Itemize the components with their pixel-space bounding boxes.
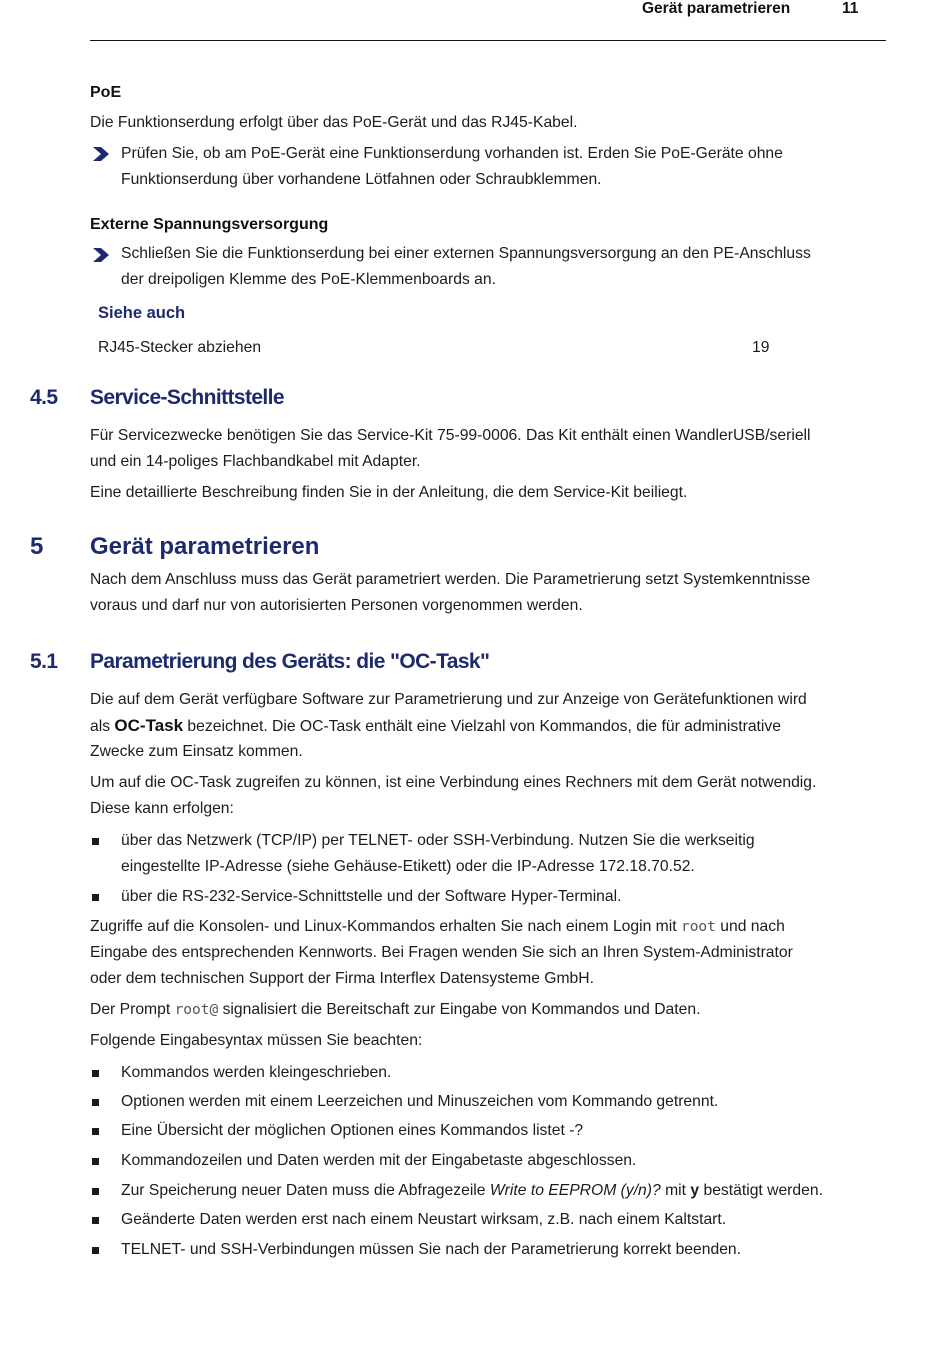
octask-p3-line-1: Zugriffe auf die Konsolen- und Linux-Kommandos erhalten Sie nach einem Login mit root und nach (90, 918, 785, 935)
see-also-link[interactable]: RJ45-Stecker abziehen (98, 339, 262, 356)
list-item: Zur Speicherung neuer Daten muss die Abfragezeile Write to EEPROM (y/n)? mit y bestätigt werden. (121, 1182, 823, 1199)
list-item: über die RS-232-Service-Schnittstelle und der Software Hyper-Terminal. (121, 888, 622, 905)
bullet-icon (92, 838, 99, 845)
octask-p1-line-3: Zwecke zum Einsatz kommen. (90, 743, 303, 760)
prompt-code: root@ (174, 1002, 219, 1018)
bullet-icon (92, 1099, 99, 1106)
list-item-continuation: eingestellte IP-Adresse (siehe Gehäuse-Etikett) oder die IP-Adresse 172.18.70.52. (121, 858, 695, 875)
octask-p2-line-2: Diese kann erfolgen: (90, 800, 234, 817)
external-power-heading: Externe Spannungsversorgung (90, 216, 329, 233)
see-also-label: Siehe auch (98, 304, 186, 322)
octask-p5: Folgende Eingabesyntax müssen Sie beachten: (90, 1032, 423, 1049)
octask-term: OC-Task (114, 716, 184, 735)
octask-p3-line-2: Eingabe des entsprechenden Kennworts. Bei Fragen wenden Sie sich an Ihren System-Administrator (90, 944, 793, 961)
list-item: über das Netzwerk (TCP/IP) per TELNET- oder SSH-Verbindung. Nutzen Sie die werkseitig (121, 832, 755, 849)
chapter-number: 5 (30, 533, 44, 560)
list-item: Kommandozeilen und Daten werden mit der Eingabetaste abgeschlossen. (121, 1152, 637, 1169)
octask-p1-line-2: als OC-Task bezeichnet. Die OC-Task enthält eine Vielzahl von Kommandos, die für administrative (90, 716, 781, 735)
running-header-title: Gerät parametrieren (642, 0, 791, 17)
octask-p4: Der Prompt root@ signalisiert die Bereitschaft zur Eingabe von Kommandos und Daten. (90, 1001, 701, 1018)
section-title: Service-Schnittstelle (90, 386, 284, 409)
service-text-line-1: Für Servicezwecke benötigen Sie das Service-Kit 75-99-0006. Das Kit enthält einen WandlerUSB/seriell (90, 427, 811, 444)
external-step-line-2: der dreipoligen Klemme des PoE-Klemmenboards an. (121, 271, 496, 288)
prompt-line-text: Write to EEPROM (y/n)? (489, 1182, 661, 1199)
poe-step-line-1: Prüfen Sie, ob am PoE-Gerät eine Funktionserdung vorhanden ist. Erden Sie PoE-Geräte ohne (121, 145, 783, 162)
list-item: Geänderte Daten werden erst nach einem Neustart wirksam, z.B. nach einem Kaltstart. (121, 1211, 727, 1228)
poe-step-line-2: Funktionserdung über vorhandene Lötfahnen oder Schraubklemmen. (121, 171, 602, 188)
list-item: TELNET- und SSH-Verbindungen müssen Sie nach der Parametrierung korrekt beenden. (121, 1241, 741, 1258)
bullet-icon (92, 1070, 99, 1077)
bullet-icon (92, 1188, 99, 1195)
header-divider (90, 40, 886, 41)
bullet-icon (92, 1247, 99, 1254)
chapter-text-line-2: voraus und darf nur von autorisierten Personen vorgenommen werden. (90, 597, 583, 614)
confirm-key: y (690, 1182, 700, 1199)
octask-p3-line-3: oder dem technischen Support der Firma Interflex Datensysteme GmbH. (90, 970, 594, 987)
bullet-icon (92, 1217, 99, 1224)
list-item: Optionen werden mit einem Leerzeichen und Minuszeichen vom Kommando getrennt. (121, 1093, 719, 1110)
octask-p2-line-1: Um auf die OC-Task zugreifen zu können, ist eine Verbindung eines Rechners mit dem Gerät notwendig. (90, 774, 817, 791)
octask-p1-line-1: Die auf dem Gerät verfügbare Software zur Parametrierung und zur Anzeige von Gerätefunktionen wird (90, 691, 807, 708)
section-title: Parametrierung des Geräts: die "OC-Task" (90, 650, 490, 673)
service-text-line-3: Eine detaillierte Beschreibung finden Sie in der Anleitung, die dem Service-Kit beiliegt. (90, 484, 688, 501)
step-arrow-icon (92, 147, 110, 161)
service-text-line-2: und ein 14-poliges Flachbandkabel mit Adapter. (90, 453, 421, 470)
list-item: Eine Übersicht der möglichen Optionen eines Kommandos listet -? (121, 1122, 584, 1139)
chapter-title: Gerät parametrieren (90, 533, 320, 560)
see-also-link-page[interactable]: 19 (752, 339, 770, 356)
bullet-icon (92, 1128, 99, 1135)
bullet-icon (92, 894, 99, 901)
list-item: Kommandos werden kleingeschrieben. (121, 1064, 392, 1081)
bullet-icon (92, 1158, 99, 1165)
poe-intro: Die Funktionserdung erfolgt über das PoE-Gerät und das RJ45-Kabel. (90, 114, 578, 131)
section-number: 4.5 (30, 386, 58, 409)
root-login-code: root (680, 919, 716, 935)
page-number: 11 (842, 0, 859, 17)
section-number: 5.1 (30, 650, 58, 673)
chapter-text-line-1: Nach dem Anschluss muss das Gerät parametriert werden. Die Parametrierung setzt Systemkenntnisse (90, 571, 811, 588)
step-arrow-icon (92, 248, 110, 262)
poe-heading: PoE (90, 84, 122, 101)
external-step-line-1: Schließen Sie die Funktionserdung bei einer externen Spannungsversorgung an den PE-Anschluss (121, 245, 811, 262)
